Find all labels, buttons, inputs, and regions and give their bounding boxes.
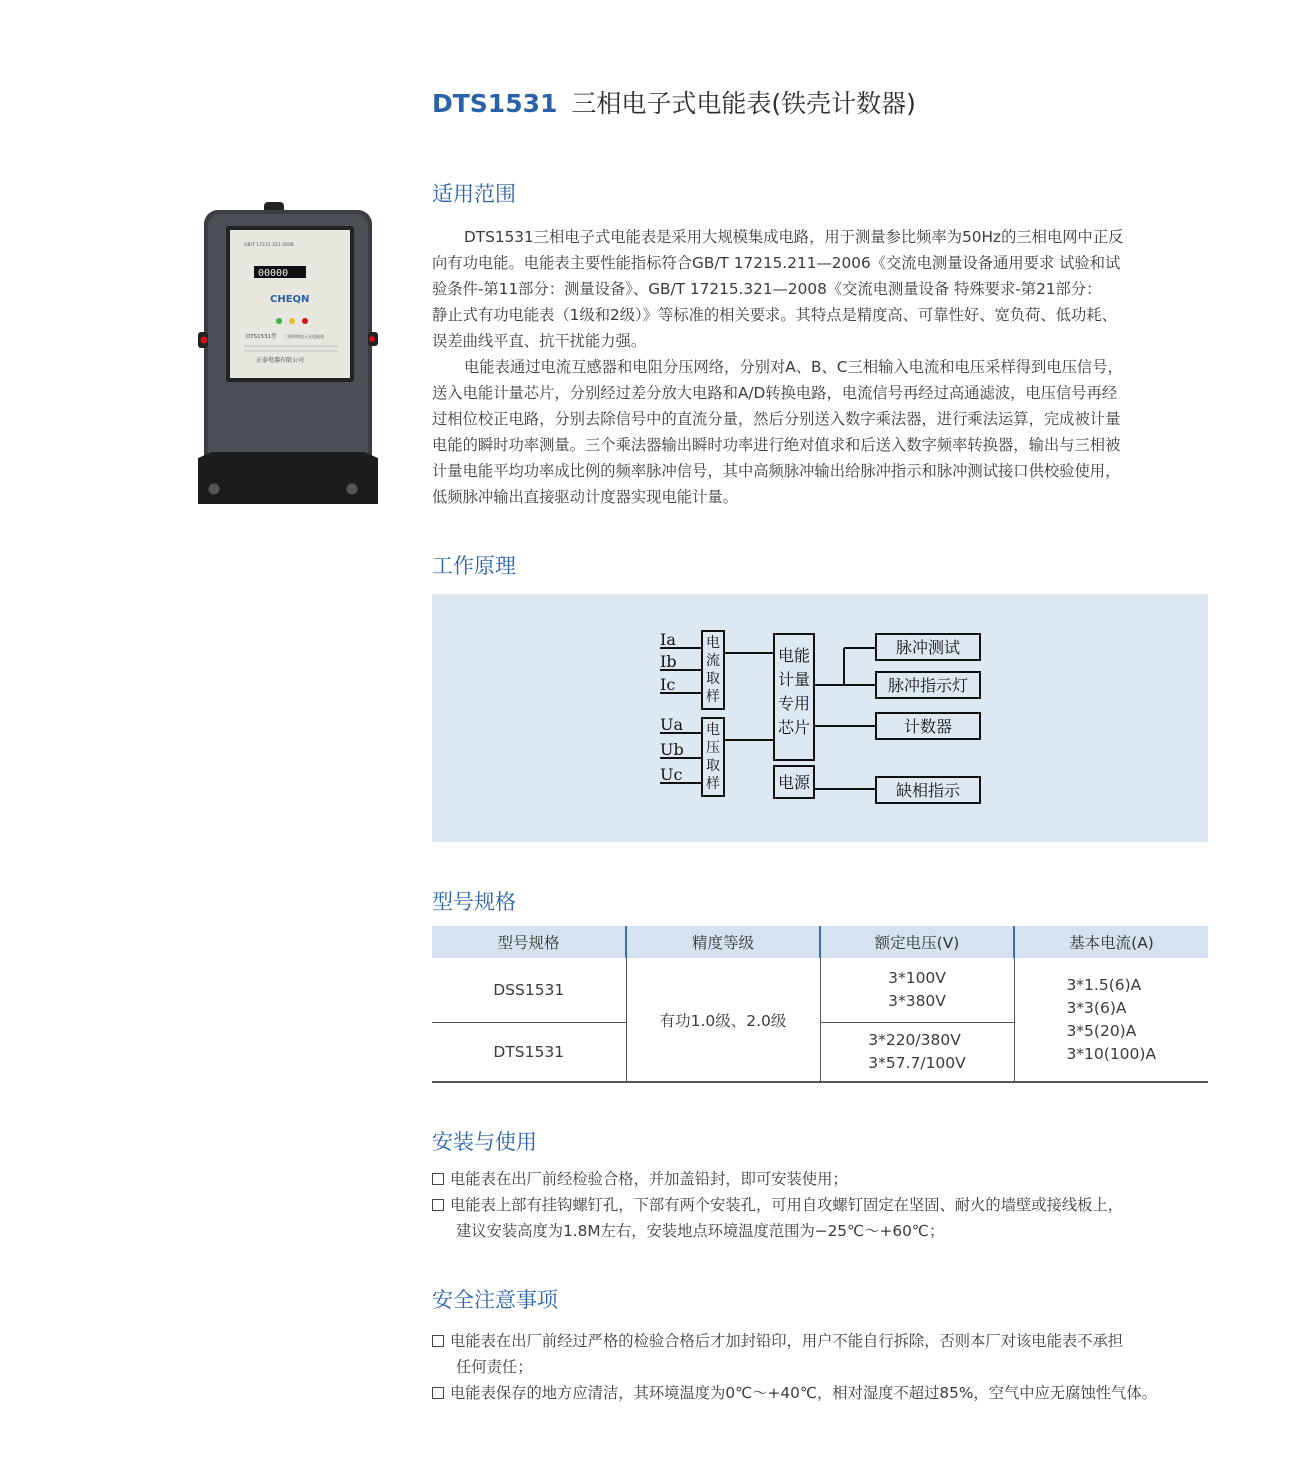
meter-standard: GB/T 17215.321-2008 bbox=[244, 243, 294, 248]
voltage-box-char: 取 bbox=[706, 758, 720, 774]
voltage-value: 3*220/380V bbox=[868, 1031, 961, 1049]
meter-counter: 00000 bbox=[258, 268, 289, 279]
chip-label-line: 专用 bbox=[777, 694, 811, 713]
meter-brand: CHEQN bbox=[270, 294, 310, 305]
current-box-char: 电 bbox=[706, 635, 720, 651]
chip-label-line: 电能 bbox=[777, 646, 811, 665]
current-value: 3*5(20)A bbox=[1066, 1021, 1137, 1040]
scope-p2-line: 电能表通过电流互感器和电阻分压网络，分别对A、B、C三相输入电流和电压采样得到电压信号， bbox=[464, 358, 1123, 376]
scope-p1-line: 误差曲线平直、抗干扰能力强。 bbox=[432, 332, 647, 350]
section-heading-scope: 适用范围 bbox=[432, 182, 516, 206]
voltage-cell bbox=[820, 1023, 1014, 1083]
input-label-ub: Ub bbox=[660, 740, 684, 759]
voltage-value: 3*57.7/100V bbox=[868, 1054, 966, 1072]
current-value: 3*1.5(6)A bbox=[1066, 975, 1142, 994]
output-label: 缺相指示 bbox=[895, 781, 961, 800]
page-title bbox=[432, 84, 916, 120]
voltage-value: 3*380V bbox=[888, 992, 946, 1010]
current-value: 3*3(6)A bbox=[1066, 998, 1127, 1017]
output-label: 脉冲指示灯 bbox=[887, 676, 969, 695]
scope-p2-line: 低频脉冲输出直接驱动计度器实现电能计量。 bbox=[432, 488, 738, 506]
list-item-continuation: 任何责任； bbox=[456, 1358, 533, 1376]
voltage-box-char: 样 bbox=[706, 776, 720, 792]
accuracy-cell: 有功1.0级、2.0级 bbox=[626, 958, 820, 1082]
meter-maker: 正泰电器有限公司 bbox=[256, 357, 305, 364]
power-label: 电源 bbox=[777, 773, 811, 792]
scope-p2-line: 送入电能计量芯片，分别经过差分放大电路和A/D转换电路，电流信号再经过高通滤波，电压信号再经 bbox=[432, 384, 1118, 402]
scope-p1-line: DTS1531三相电子式电能表是采用大规模集成电路，用于测量参比频率为50Hz的三相电网中正反 bbox=[464, 228, 1124, 246]
current-cell bbox=[1014, 958, 1208, 1082]
scope-p2-line: 过相位校正电路，分别去除信号中的直流分量，然后分别送入数字乘法器，进行乘法运算，完成被计量 bbox=[432, 410, 1121, 428]
table-header: 基本电流(A) bbox=[1014, 926, 1208, 958]
voltage-box-char: 压 bbox=[706, 740, 720, 756]
list-item bbox=[432, 1166, 1262, 1192]
voltage-value: 3*100V bbox=[888, 969, 946, 987]
principle-diagram bbox=[432, 594, 1208, 842]
chip-label-line: 计量 bbox=[777, 670, 811, 689]
input-label-uc: Uc bbox=[660, 765, 683, 784]
current-box-char: 流 bbox=[706, 653, 720, 669]
list-item bbox=[432, 1192, 1262, 1218]
table-header: 精度等级 bbox=[626, 926, 820, 958]
scope-paragraph-1 bbox=[432, 224, 1222, 354]
input-label-ib: Ib bbox=[660, 652, 677, 671]
section-heading-safety: 安全注意事项 bbox=[432, 1288, 558, 1312]
current-value: 3*10(100)A bbox=[1066, 1044, 1157, 1063]
table-header-row bbox=[432, 926, 1208, 958]
install-list bbox=[432, 1166, 1262, 1244]
section-heading-install: 安装与使用 bbox=[432, 1130, 537, 1154]
list-item-text: 电能表在出厂前经检验合格，并加盖铅封，即可安装使用； bbox=[450, 1170, 848, 1188]
output-label: 计数器 bbox=[903, 717, 953, 736]
table-row bbox=[432, 958, 1208, 1023]
list-item bbox=[432, 1328, 1262, 1354]
table-header: 额定电压(V) bbox=[820, 926, 1014, 958]
checkbox-icon bbox=[432, 1173, 444, 1185]
scope-p1-line: 静止式有功电能表（1级和2级）》等标准的相关要求。其特点是精度高、可靠性好、宽负荷、低功耗、 bbox=[432, 306, 1117, 324]
meter-type: 三相四线电子式电能表 bbox=[284, 334, 324, 339]
input-label-ua: Ua bbox=[660, 715, 684, 734]
list-item bbox=[432, 1380, 1262, 1406]
current-box-char: 样 bbox=[706, 689, 720, 705]
scope-paragraph-2 bbox=[432, 354, 1222, 510]
safety-list bbox=[432, 1328, 1262, 1406]
model-cell: DTS1531 bbox=[432, 1023, 626, 1083]
list-item-continuation: 建议安装高度为1.8M左右，安装地点环境温度范围为−25℃～+60℃； bbox=[456, 1222, 945, 1240]
checkbox-icon bbox=[432, 1387, 444, 1399]
checkbox-icon bbox=[432, 1335, 444, 1347]
voltage-box-char: 电 bbox=[706, 722, 720, 738]
meter-model: DTS1531型 bbox=[246, 334, 277, 340]
table-header: 型号规格 bbox=[432, 926, 626, 958]
section-heading-spec: 型号规格 bbox=[432, 890, 516, 914]
scope-p2-line: 计量电能平均功率成比例的频率脉冲信号，其中高频脉冲输出给脉冲指示和脉冲测试接口供校验使用， bbox=[432, 462, 1121, 480]
list-item-text: 电能表在出厂前经过严格的检验合格后才加封铅印，用户不能自行拆除，否则本厂对该电能表不承担 bbox=[450, 1332, 1124, 1350]
scope-p1-line: 验条件-第11部分：测量设备》、GB/T 17215.321—2008《交流电测量设备 特殊要求-第21部分： bbox=[432, 280, 1102, 298]
spec-table bbox=[432, 926, 1208, 1083]
list-item-text: 电能表保存的地方应清洁，其环境温度为0℃～+40℃，相对湿度不超过85%，空气中应无腐蚀性气体。 bbox=[450, 1384, 1157, 1402]
voltage-cell bbox=[820, 958, 1014, 1023]
chip-label-line: 芯片 bbox=[777, 718, 811, 737]
scope-p1-line: 向有功电能。电能表主要性能指标符合GB/T 17215.211—2006《交流电测量设备通用要求 试验和试 bbox=[432, 254, 1121, 272]
checkbox-icon bbox=[432, 1199, 444, 1211]
title-name: 三相电子式电能表(铁壳计数器) bbox=[571, 89, 916, 118]
meter-photo bbox=[188, 200, 384, 510]
list-item-text: 电能表上部有挂钩螺钉孔，下部有两个安装孔，可用自攻螺钉固定在坚固、耐火的墙壁或接线板上， bbox=[450, 1196, 1124, 1214]
title-model: DTS1531 bbox=[432, 89, 558, 118]
input-label-ia: Ia bbox=[660, 630, 676, 649]
scope-p2-line: 电能的瞬时功率测量。三个乘法器输出瞬时功率进行绝对值求和后送入数字频率转换器，输出与三相被 bbox=[432, 436, 1121, 454]
input-label-ic: Ic bbox=[660, 675, 676, 694]
output-label: 脉冲测试 bbox=[895, 638, 961, 657]
model-cell: DSS1531 bbox=[432, 958, 626, 1023]
current-box-char: 取 bbox=[706, 671, 720, 687]
section-heading-principle: 工作原理 bbox=[432, 554, 516, 578]
